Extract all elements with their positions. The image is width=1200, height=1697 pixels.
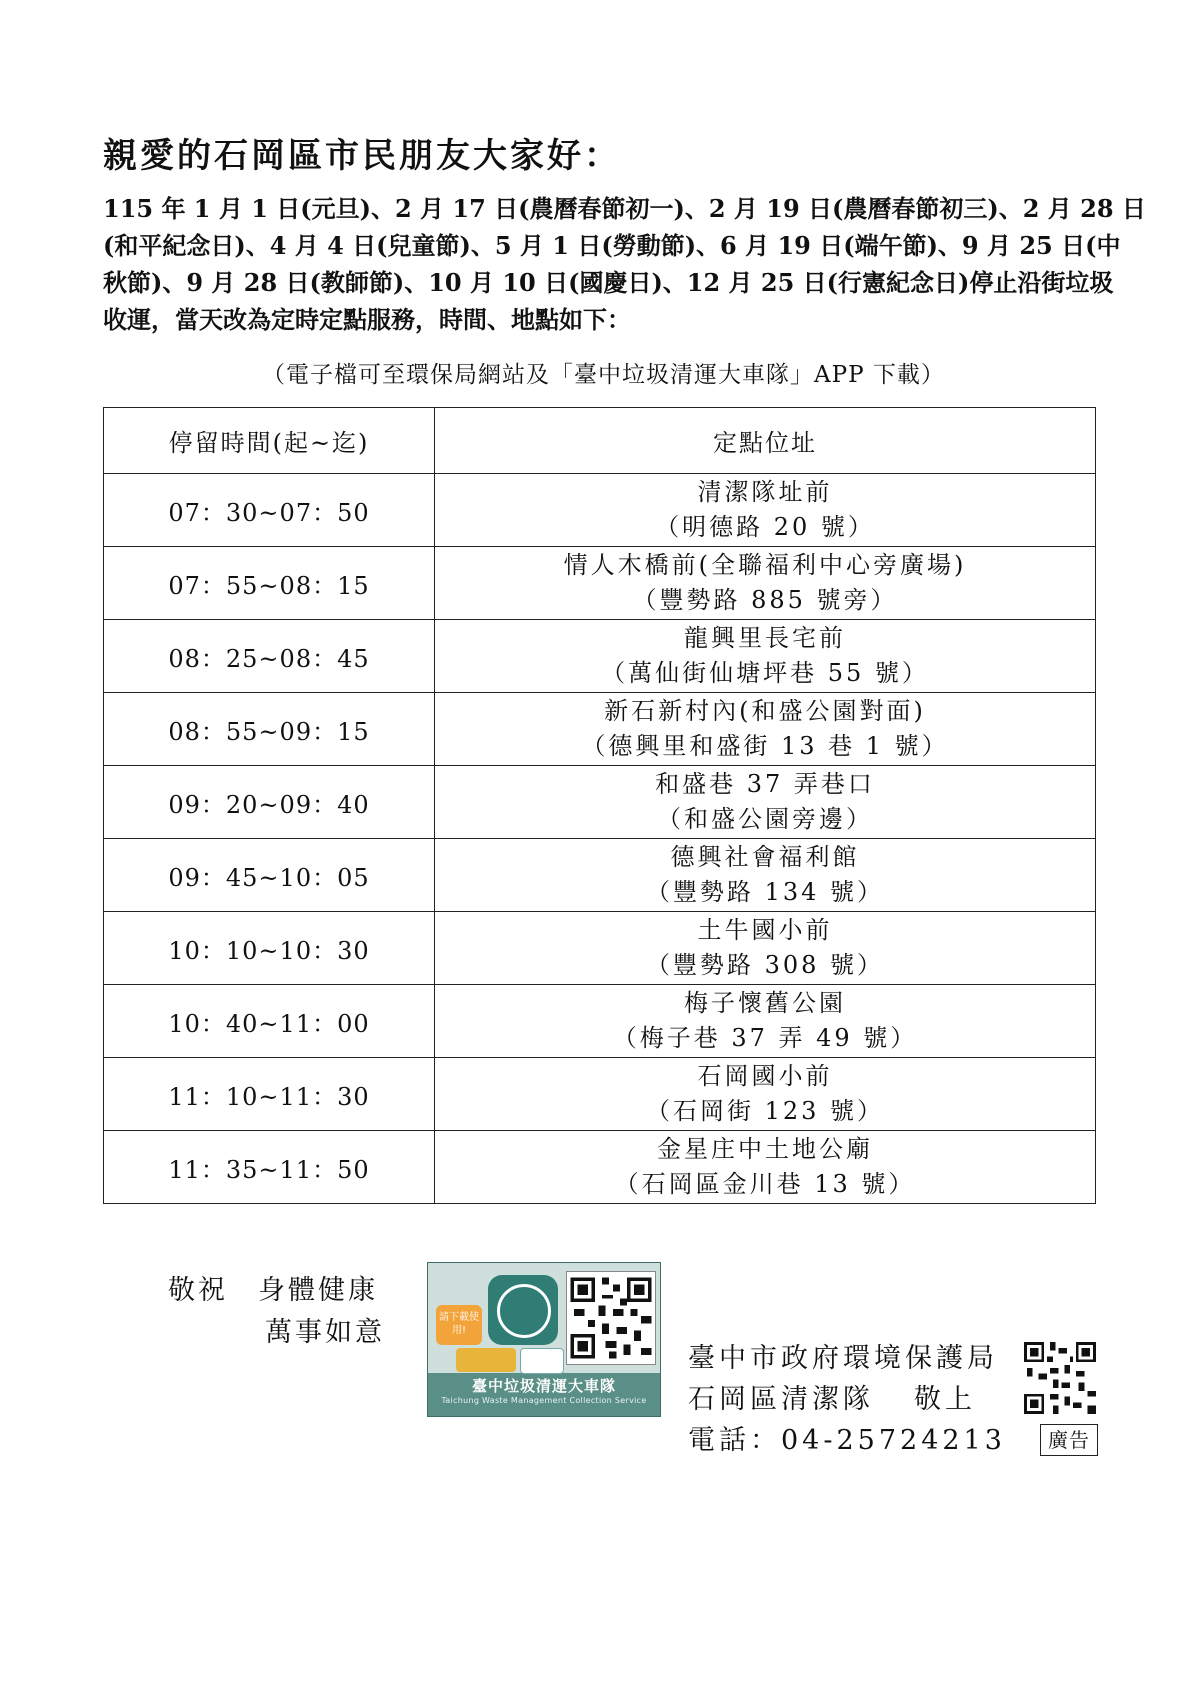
table-header-row [104,408,1096,474]
stop-place: 新石新村內(和盛公園對面) [604,697,926,725]
table-row [104,620,1096,693]
stop-address: （梅子巷 37 弄 49 號） [612,1024,918,1052]
stop-location [435,839,1096,912]
promo-title: 臺中垃圾清運大車隊 [471,1377,616,1395]
stop-location [435,985,1096,1058]
stop-address: （和盛公園旁邊） [657,805,873,833]
download-badge: 請下載使用! [436,1305,482,1345]
stop-time: 09：45~10：05 [104,839,435,912]
recycle-truck-icon [520,1348,564,1374]
table-row [104,547,1096,620]
stop-time: 07：55~08：15 [104,547,435,620]
stop-location [435,474,1096,547]
download-note: （電子檔可至環保局網站及「臺中垃圾清運大車隊」APP 下載） [262,362,945,388]
stop-time: 11：35~11：50 [104,1131,435,1204]
stop-time: 11：10~11：30 [104,1058,435,1131]
table-row [104,766,1096,839]
stop-time: 08：25~08：45 [104,620,435,693]
stop-address: （德興里和盛街 13 巷 1 號） [581,732,949,760]
table-row [104,1058,1096,1131]
table-row [104,839,1096,912]
stop-address: （明德路 20 號） [655,513,875,541]
closing-wish-2: 萬事如意 [265,1317,385,1348]
stop-location [435,1058,1096,1131]
stop-location [435,1131,1096,1204]
truck-icon [456,1348,516,1372]
stop-place: 龍興里長宅前 [684,624,846,652]
notice-line: 秋節)、9 月 28 日(教師節)、10 月 10 日(國慶日)、12 月 25 日(行憲紀念日)停止沿街垃圾 [103,268,1114,297]
holiday-notice [103,190,1146,338]
table-row [104,1131,1096,1204]
stop-place: 石岡國小前 [697,1062,833,1090]
stop-location [435,766,1096,839]
schedule-table [103,407,1096,1204]
notice-line: (和平紀念日)、4 月 4 日(兒童節)、5 月 1 日(勞動節)、6 月 19 日(端午節)、9 月 25 日(中 [103,231,1121,260]
bureau-name: 臺中市政府環境保護局 [688,1343,998,1374]
table-row [104,985,1096,1058]
header-time: 停留時間(起~迄) [104,408,435,474]
phone-number: 電話：04-25724213 [688,1425,1006,1456]
stop-place: 金星庄中土地公廟 [657,1135,873,1163]
garbage-truck-icon [488,1275,558,1345]
notice-line: 收運，當天改為定時定點服務，時間、地點如下： [103,305,631,334]
stop-location [435,693,1096,766]
stop-place: 和盛巷 37 弄巷口 [655,770,875,798]
stop-time: 10：10~10：30 [104,912,435,985]
closing-wish-1: 身體健康 [258,1275,378,1306]
stop-location [435,620,1096,693]
stop-place: 土牛國小前 [697,916,833,944]
stop-address: （豐勢路 134 號） [645,878,885,906]
closing-prefix: 敬祝 [168,1275,228,1306]
sign-off: 敬上 [914,1384,976,1415]
greeting-heading: 親愛的石岡區市民朋友大家好： [103,136,621,176]
stop-address: （豐勢路 308 號） [645,951,885,979]
app-promo-banner [427,1262,661,1417]
stop-address: （豐勢路 885 號旁） [632,586,898,614]
stop-place: 情人木橋前(全聯福利中心旁廣場) [563,551,967,579]
app-qr-code-icon [566,1271,656,1365]
stop-place: 梅子懷舊公園 [684,989,846,1017]
stop-place: 清潔隊址前 [697,478,833,506]
stop-time: 09：20~09：40 [104,766,435,839]
notice-line: 115 年 1 月 1 日(元旦)、2 月 17 日(農曆春節初一)、2 月 19 日(農曆春節初三)、2 月 28 日 [103,194,1146,223]
promo-subtitle: Taichung Waste Management Collection Service [441,1396,647,1405]
stop-address: （萬仙街仙塘坪巷 55 號） [601,659,929,687]
stop-time: 10：40~11：00 [104,985,435,1058]
stop-address: （石岡街 123 號） [645,1097,885,1125]
stop-address: （石岡區金川巷 13 號） [614,1170,916,1198]
advertisement-label: 廣告 [1040,1424,1098,1456]
closing-line-1 [168,1268,378,1307]
table-row [104,693,1096,766]
table-row [104,912,1096,985]
stop-location [435,547,1096,620]
stop-time: 07：30~07：50 [104,474,435,547]
stop-place: 德興社會福利館 [670,843,860,871]
team-name: 石岡區清潔隊 [688,1384,874,1415]
qr-code-icon [1022,1342,1098,1414]
stop-time: 08：55~09：15 [104,693,435,766]
table-row [104,474,1096,547]
stop-location [435,912,1096,985]
organization-signature [688,1338,1006,1461]
header-location: 定點位址 [435,408,1096,474]
